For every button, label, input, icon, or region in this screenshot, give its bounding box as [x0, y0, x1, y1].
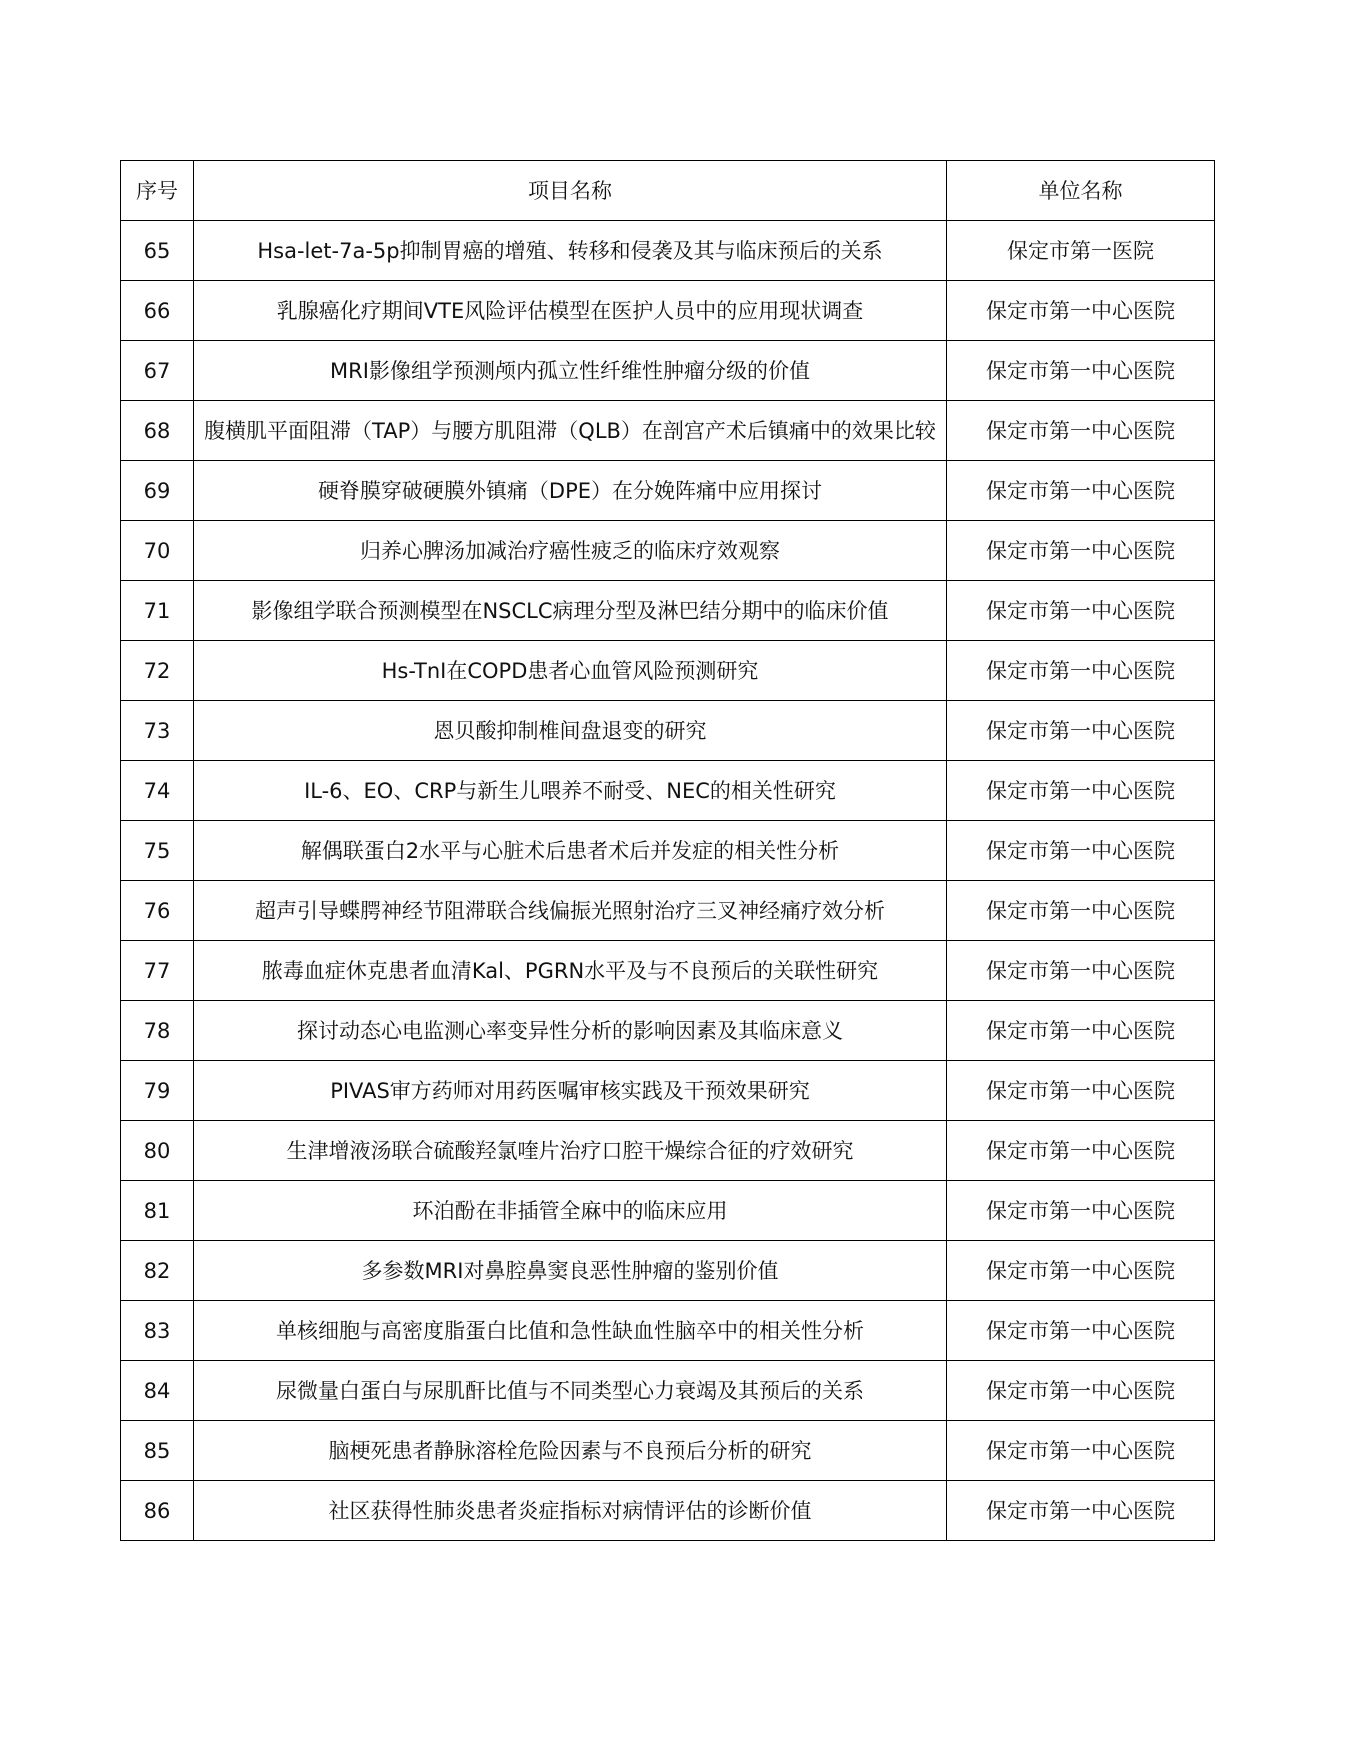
row-number: 85 [121, 1421, 194, 1481]
row-title: 恩贝酸抑制椎间盘退变的研究 [194, 701, 947, 761]
row-unit: 保定市第一中心医院 [947, 1181, 1215, 1241]
row-number: 72 [121, 641, 194, 701]
table-row [121, 941, 1215, 1001]
row-number: 77 [121, 941, 194, 1001]
row-unit: 保定市第一中心医院 [947, 701, 1215, 761]
row-title: 腹横肌平面阻滞（TAP）与腰方肌阻滞（QLB）在剖宫产术后镇痛中的效果比较 [194, 401, 947, 461]
table-row [121, 1061, 1215, 1121]
row-title: 硬脊膜穿破硬膜外镇痛（DPE）在分娩阵痛中应用探讨 [194, 461, 947, 521]
row-unit: 保定市第一中心医院 [947, 1301, 1215, 1361]
row-unit: 保定市第一中心医院 [947, 1241, 1215, 1301]
row-unit: 保定市第一中心医院 [947, 641, 1215, 701]
row-number: 67 [121, 341, 194, 401]
row-title: 归养心脾汤加减治疗癌性疲乏的临床疗效观察 [194, 521, 947, 581]
row-unit: 保定市第一中心医院 [947, 941, 1215, 1001]
row-number: 68 [121, 401, 194, 461]
table-row [121, 581, 1215, 641]
row-number: 86 [121, 1481, 194, 1541]
row-number: 82 [121, 1241, 194, 1301]
row-title: 单核细胞与高密度脂蛋白比值和急性缺血性脑卒中的相关性分析 [194, 1301, 947, 1361]
row-unit: 保定市第一医院 [947, 221, 1215, 281]
row-number: 71 [121, 581, 194, 641]
row-number: 84 [121, 1361, 194, 1421]
table-row [121, 1001, 1215, 1061]
row-number: 75 [121, 821, 194, 881]
table-row [121, 341, 1215, 401]
row-unit: 保定市第一中心医院 [947, 761, 1215, 821]
project-table [120, 160, 1215, 1541]
row-title: 超声引导蝶腭神经节阻滞联合线偏振光照射治疗三叉神经痛疗效分析 [194, 881, 947, 941]
row-unit: 保定市第一中心医院 [947, 461, 1215, 521]
row-title: 探讨动态心电监测心率变异性分析的影响因素及其临床意义 [194, 1001, 947, 1061]
row-unit: 保定市第一中心医院 [947, 1481, 1215, 1541]
row-title: 环泊酚在非插管全麻中的临床应用 [194, 1181, 947, 1241]
row-number: 74 [121, 761, 194, 821]
row-number: 78 [121, 1001, 194, 1061]
row-unit: 保定市第一中心医院 [947, 581, 1215, 641]
row-unit: 保定市第一中心医院 [947, 1121, 1215, 1181]
table-row [121, 1361, 1215, 1421]
row-number: 66 [121, 281, 194, 341]
row-number: 76 [121, 881, 194, 941]
row-unit: 保定市第一中心医院 [947, 281, 1215, 341]
table-row [121, 1181, 1215, 1241]
row-title: PIVAS审方药师对用药医嘱审核实践及干预效果研究 [194, 1061, 947, 1121]
row-title: 生津增液汤联合硫酸羟氯喹片治疗口腔干燥综合征的疗效研究 [194, 1121, 947, 1181]
row-unit: 保定市第一中心医院 [947, 821, 1215, 881]
row-title: Hsa-let-7a-5p抑制胃癌的增殖、转移和侵袭及其与临床预后的关系 [194, 221, 947, 281]
row-title: 尿微量白蛋白与尿肌酐比值与不同类型心力衰竭及其预后的关系 [194, 1361, 947, 1421]
row-title: MRI影像组学预测颅内孤立性纤维性肿瘤分级的价值 [194, 341, 947, 401]
row-title: 社区获得性肺炎患者炎症指标对病情评估的诊断价值 [194, 1481, 947, 1541]
row-title: 脑梗死患者静脉溶栓危险因素与不良预后分析的研究 [194, 1421, 947, 1481]
table-row [121, 401, 1215, 461]
table-row [121, 1241, 1215, 1301]
table-row [121, 701, 1215, 761]
row-number: 83 [121, 1301, 194, 1361]
row-title: 脓毒血症休克患者血清Kal、PGRN水平及与不良预后的关联性研究 [194, 941, 947, 1001]
table-row [121, 1421, 1215, 1481]
row-unit: 保定市第一中心医院 [947, 881, 1215, 941]
table-row [121, 521, 1215, 581]
row-unit: 保定市第一中心医院 [947, 1421, 1215, 1481]
row-title: 多参数MRI对鼻腔鼻窦良恶性肿瘤的鉴别价值 [194, 1241, 947, 1301]
row-unit: 保定市第一中心医院 [947, 521, 1215, 581]
table-header-row [121, 161, 1215, 221]
row-unit: 保定市第一中心医院 [947, 341, 1215, 401]
table-row [121, 1301, 1215, 1361]
table-row [121, 281, 1215, 341]
row-number: 69 [121, 461, 194, 521]
table-row [121, 221, 1215, 281]
row-unit: 保定市第一中心医院 [947, 401, 1215, 461]
table-row [121, 881, 1215, 941]
row-title: 乳腺癌化疗期间VTE风险评估模型在医护人员中的应用现状调查 [194, 281, 947, 341]
table-row [121, 1481, 1215, 1541]
row-title: 解偶联蛋白2水平与心脏术后患者术后并发症的相关性分析 [194, 821, 947, 881]
row-title: Hs-TnI在COPD患者心血管风险预测研究 [194, 641, 947, 701]
table-row [121, 1121, 1215, 1181]
row-unit: 保定市第一中心医院 [947, 1361, 1215, 1421]
table-row [121, 641, 1215, 701]
row-title: 影像组学联合预测模型在NSCLC病理分型及淋巴结分期中的临床价值 [194, 581, 947, 641]
row-unit: 保定市第一中心医院 [947, 1001, 1215, 1061]
row-number: 65 [121, 221, 194, 281]
row-number: 70 [121, 521, 194, 581]
row-number: 80 [121, 1121, 194, 1181]
table-row [121, 761, 1215, 821]
header-number: 序号 [121, 161, 194, 221]
row-number: 79 [121, 1061, 194, 1121]
table-row [121, 461, 1215, 521]
header-unit: 单位名称 [947, 161, 1215, 221]
table-row [121, 821, 1215, 881]
row-unit: 保定市第一中心医院 [947, 1061, 1215, 1121]
row-number: 81 [121, 1181, 194, 1241]
header-title: 项目名称 [194, 161, 947, 221]
row-number: 73 [121, 701, 194, 761]
row-title: IL-6、EO、CRP与新生儿喂养不耐受、NEC的相关性研究 [194, 761, 947, 821]
